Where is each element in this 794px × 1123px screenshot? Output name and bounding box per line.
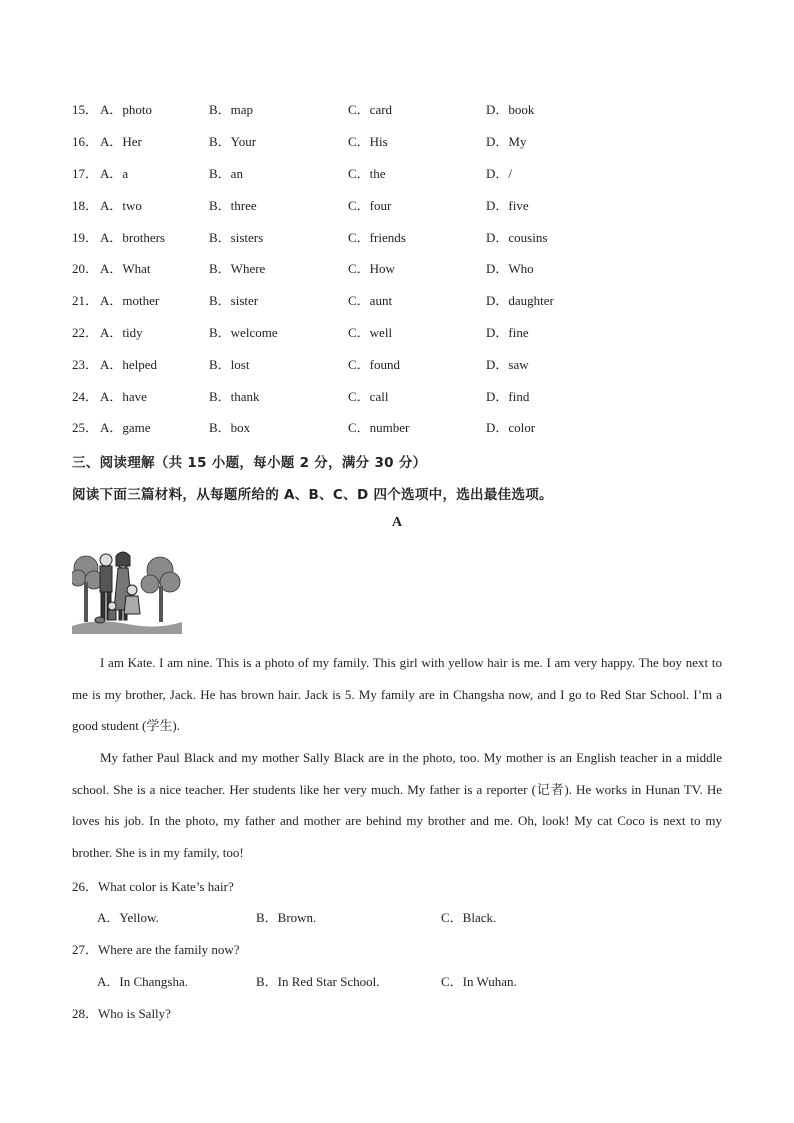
option-a: A．two bbox=[100, 198, 142, 213]
option-c: C．number bbox=[348, 420, 410, 435]
question-number: 19． bbox=[72, 230, 99, 245]
option-d: D．color bbox=[486, 420, 536, 435]
option-d: D．five bbox=[486, 198, 529, 213]
option-b: B．sister bbox=[209, 293, 259, 308]
option-b: B．an bbox=[209, 166, 243, 181]
question-options-row bbox=[0, 132, 794, 152]
option-c: C．friends bbox=[348, 230, 406, 245]
option-a: A．tidy bbox=[100, 325, 143, 340]
option-b: B．thank bbox=[209, 389, 260, 404]
question-number: 20． bbox=[72, 261, 99, 276]
question-options-row bbox=[0, 164, 794, 184]
option-b: B．three bbox=[209, 198, 257, 213]
option-d: D．/ bbox=[486, 166, 513, 181]
paragraph-1-text: I am Kate. I am nine. This is a photo of my family. This girl with yellow hair is me. I am very happy. The boy next to me is my brother, Jack. He has brown hair. Jack is 5. My family are in Changsha now, and I go to Red Star School. I’m a good student (学生). bbox=[72, 655, 722, 734]
question-28: 28．Who is Sally? bbox=[72, 1006, 171, 1021]
question-options-row bbox=[0, 387, 794, 407]
option-d: D．cousins bbox=[486, 230, 548, 245]
question-26-option-a: A．Yellow. bbox=[97, 910, 159, 925]
question-number: 21． bbox=[72, 293, 99, 308]
option-c: C．card bbox=[348, 102, 393, 117]
option-b: B．box bbox=[209, 420, 251, 435]
question-options-row bbox=[0, 418, 794, 438]
option-c: C．the bbox=[348, 166, 386, 181]
option-c: C．How bbox=[348, 261, 395, 276]
option-b: B．lost bbox=[209, 357, 250, 372]
question-number: 15． bbox=[72, 102, 99, 117]
question-27-option-c: C．In Wuhan. bbox=[441, 974, 517, 989]
section-heading: 三、阅读理解（共 15 小题，每小题 2 分，满分 30 分） bbox=[72, 455, 427, 471]
option-a: A．have bbox=[100, 389, 147, 404]
option-a: A．What bbox=[100, 261, 151, 276]
option-d: D．fine bbox=[486, 325, 529, 340]
option-c: C．aunt bbox=[348, 293, 393, 308]
question-27: 27．Where are the family now? bbox=[72, 942, 240, 957]
option-d: D．saw bbox=[486, 357, 529, 372]
option-b: B．welcome bbox=[209, 325, 278, 340]
question-27-option-a: A．In Changsha. bbox=[97, 974, 188, 989]
passage-label: A bbox=[391, 515, 403, 530]
passage-paragraph-2 bbox=[72, 742, 722, 869]
question-number: 25． bbox=[72, 420, 99, 435]
passage-paragraph-1 bbox=[72, 647, 722, 742]
question-options-row bbox=[0, 323, 794, 343]
question-options-row bbox=[0, 196, 794, 216]
option-d: D．daughter bbox=[486, 293, 554, 308]
question-number: 16． bbox=[72, 134, 99, 149]
question-27-option-b: B．In Red Star School. bbox=[256, 974, 380, 989]
question-options-row bbox=[0, 228, 794, 248]
option-d: D．Who bbox=[486, 261, 534, 276]
question-number: 23． bbox=[72, 357, 99, 372]
option-c: C．found bbox=[348, 357, 401, 372]
option-c: C．four bbox=[348, 198, 392, 213]
option-b: B．Your bbox=[209, 134, 257, 149]
option-b: B．Where bbox=[209, 261, 266, 276]
question-26: 26．What color is Kate’s hair? bbox=[72, 879, 234, 894]
paragraph-2-text: My father Paul Black and my mother Sally Black are in the photo, too. My mother is an English teacher in a middle school. She is a nice teacher. Her students like her very much. My father is a reporter (记者). He works in Hunan TV. He loves his job. In the photo, my father and mother are behind my brother and me. Oh, look! My cat Coco is next to my brother. She is in my family, too! bbox=[72, 750, 722, 861]
question-number: 18． bbox=[72, 198, 99, 213]
option-a: A．brothers bbox=[100, 230, 165, 245]
section-instruction: 阅读下面三篇材料，从每题所给的 A、B、C、D 四个选项中，选出最佳选项。 bbox=[72, 487, 553, 503]
option-b: B．sisters bbox=[209, 230, 264, 245]
option-b: B．map bbox=[209, 102, 254, 117]
option-a: A．photo bbox=[100, 102, 153, 117]
option-a: A．mother bbox=[100, 293, 160, 308]
question-26-option-c: C．Black. bbox=[441, 910, 497, 925]
option-d: D．My bbox=[486, 134, 527, 149]
option-d: D．book bbox=[486, 102, 535, 117]
question-26-option-b: B．Brown. bbox=[256, 910, 317, 925]
question-options-row bbox=[0, 259, 794, 279]
question-number: 22． bbox=[72, 325, 99, 340]
question-number: 24． bbox=[72, 389, 99, 404]
option-a: A．a bbox=[100, 166, 129, 181]
question-options-row bbox=[0, 291, 794, 311]
question-options-row bbox=[0, 355, 794, 375]
option-a: A．Her bbox=[100, 134, 142, 149]
question-options-row bbox=[0, 100, 794, 120]
option-c: C．His bbox=[348, 134, 388, 149]
option-a: A．helped bbox=[100, 357, 158, 372]
question-number: 17． bbox=[72, 166, 99, 181]
option-c: C．well bbox=[348, 325, 393, 340]
option-a: A．game bbox=[100, 420, 151, 435]
family-photo bbox=[72, 548, 182, 634]
option-d: D．find bbox=[486, 389, 530, 404]
option-c: C．call bbox=[348, 389, 389, 404]
